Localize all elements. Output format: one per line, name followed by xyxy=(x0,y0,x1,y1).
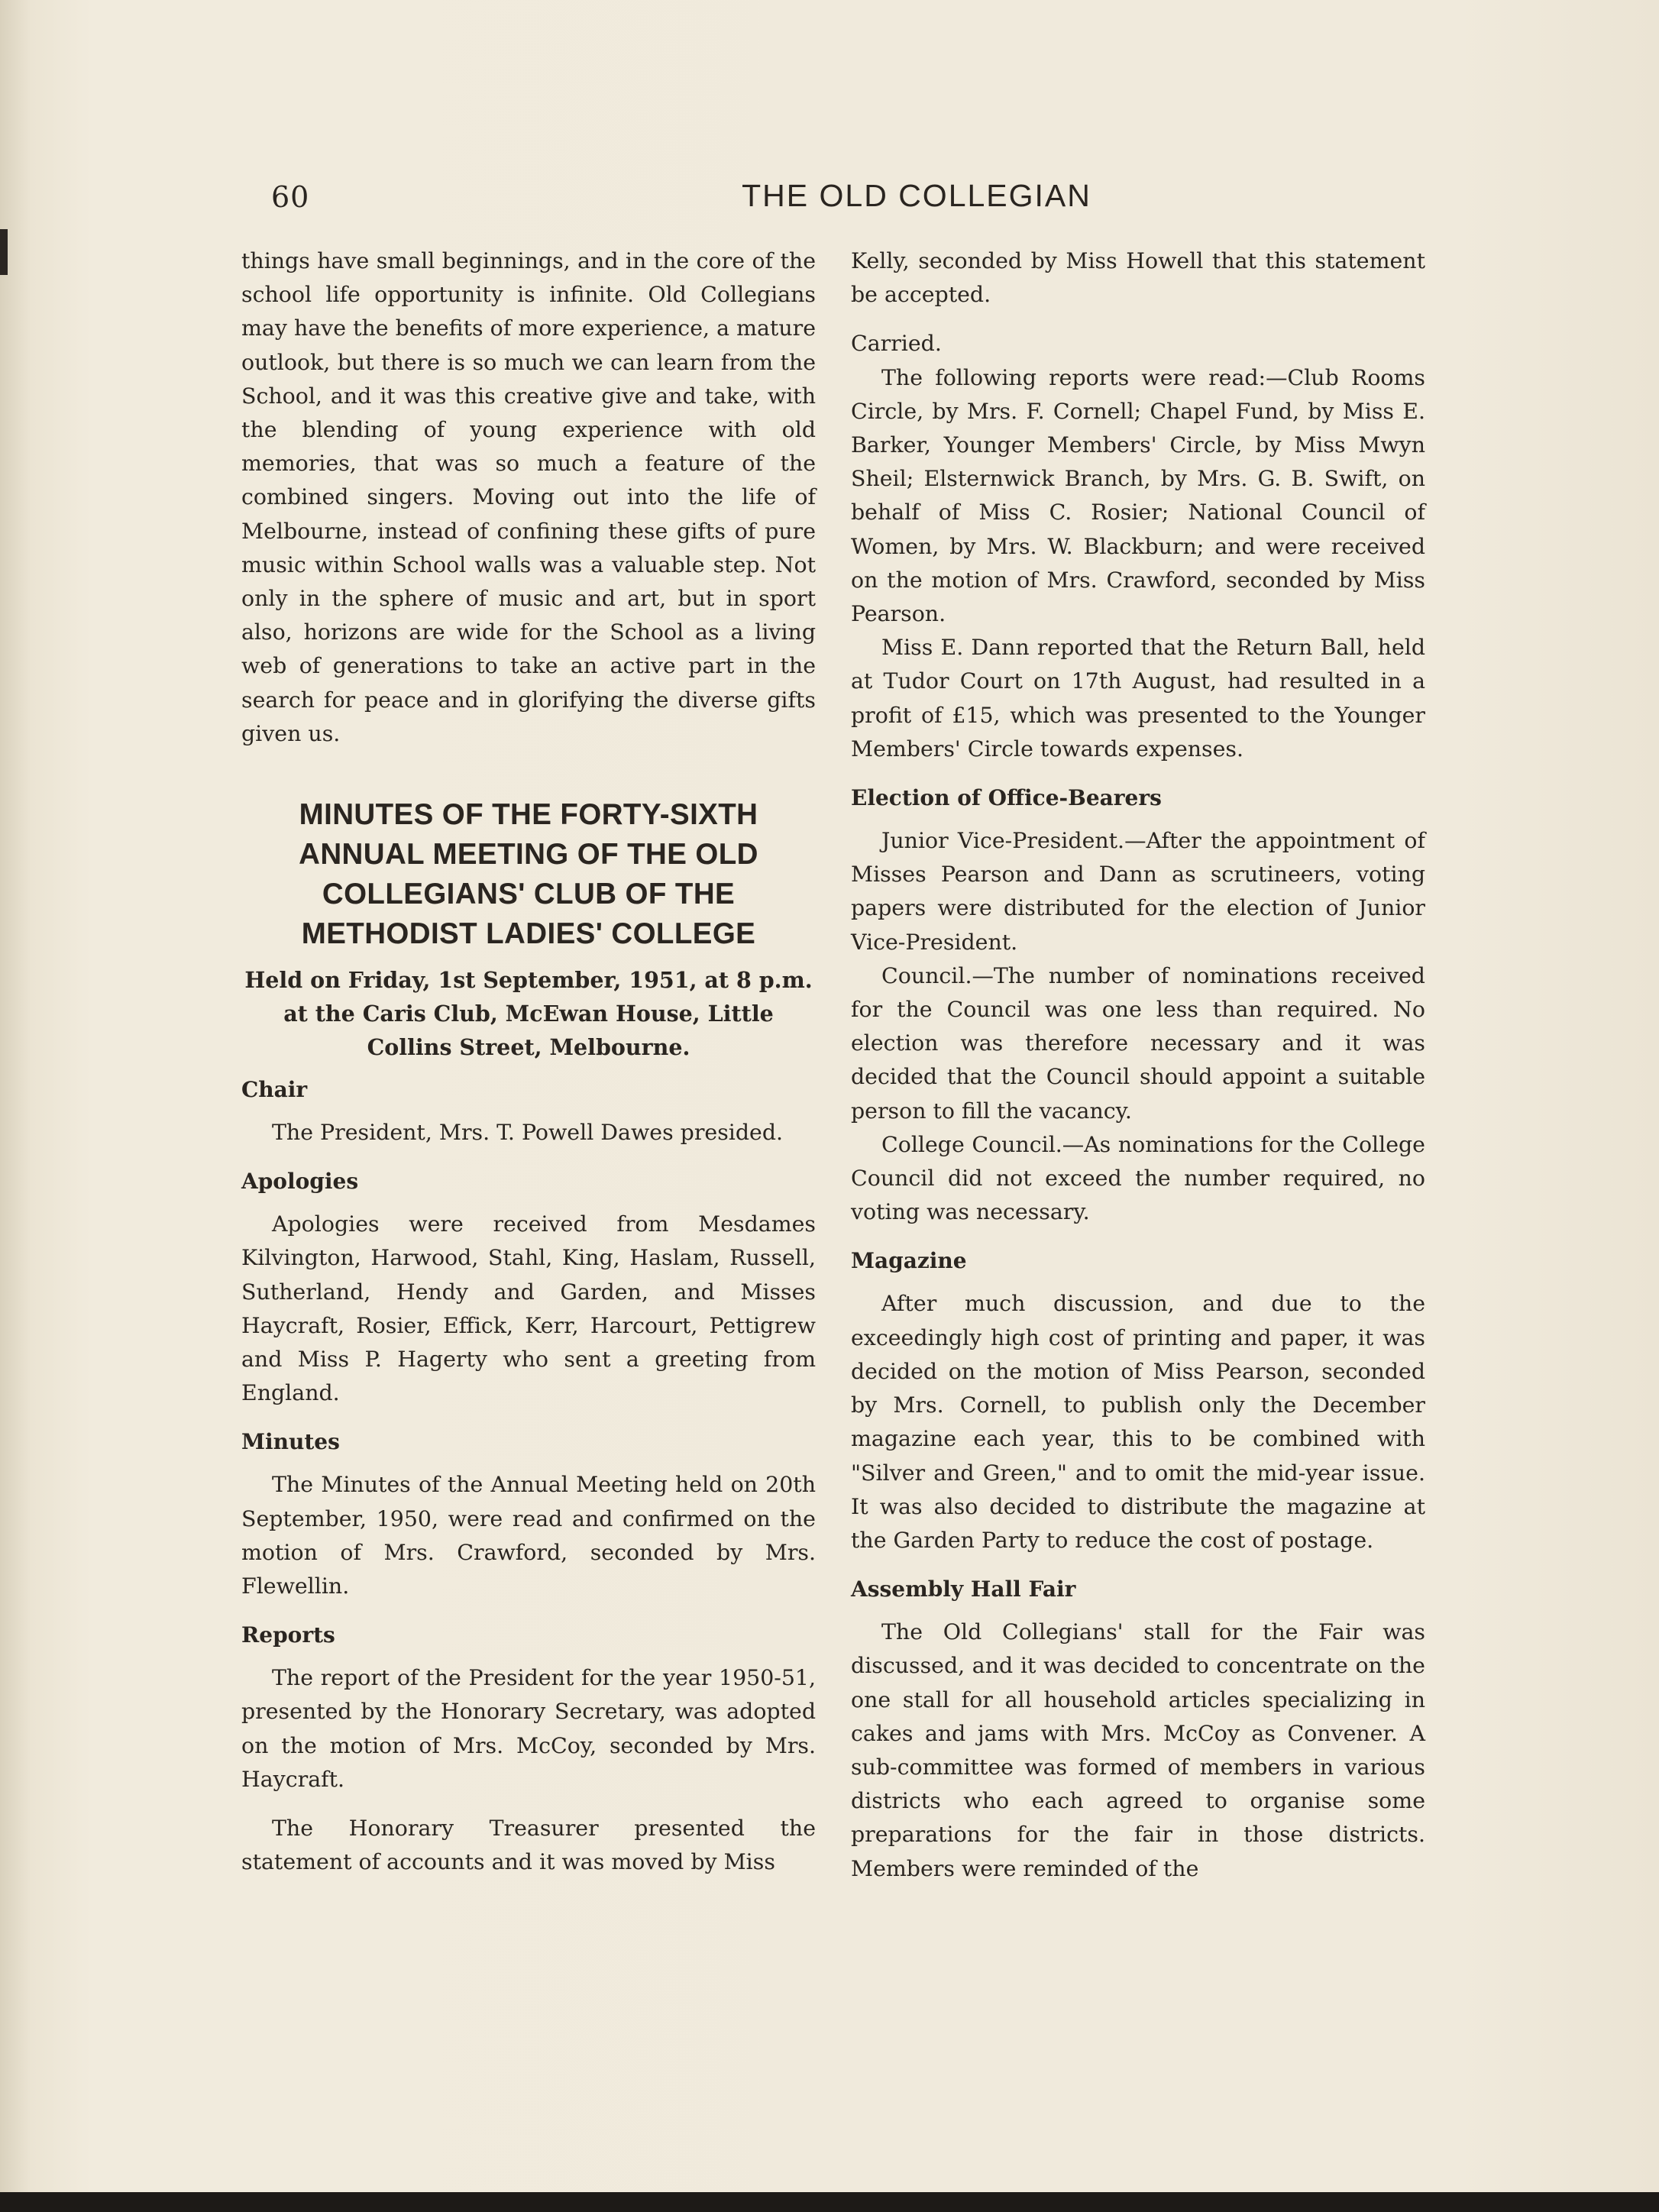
council-paragraph: Council.—The number of nominations received for the Council was one less than required. No election was therefore necessary and it was decided that the Council should appoint a suitable person to fill the vacancy. xyxy=(851,962,1425,1124)
return-ball-paragraph: Miss E. Dann reported that the Return Ball, held at Tudor Court on 17th August, had resulted in a profit of £15, which was presented to the Younger Members' Circle towards expenses. xyxy=(851,635,1425,762)
fair-paragraph: The Old Collegians' stall for the Fair was discussed, and it was decided to concentrate on the one stall for all household articles specializing in cakes and jams with Mrs. McCoy as Convener. A sub-committee was formed of members in various districts who each agreed to organise some preparations for the fair in those districts. Members were reminded of the xyxy=(851,1619,1425,1881)
left-column xyxy=(241,244,816,1880)
minutes-heading: MINUTES OF THE FORTY-SIXTH ANNUAL MEETING OF THE OLD COLLEGIANS' CLUB OF THE METHODIST LADIES' COLLEGE xyxy=(299,798,758,951)
section-chair-title: Chair xyxy=(241,1077,308,1103)
carried-line: Carried. xyxy=(851,331,942,357)
binding-edge xyxy=(0,229,8,275)
reports-paragraph-2: The Honorary Treasurer presented the statement of accounts and it was moved by Miss xyxy=(241,1816,816,1875)
section-apologies-title: Apologies xyxy=(241,1169,359,1195)
section-reports-title: Reports xyxy=(241,1622,335,1648)
chair-paragraph: The President, Mrs. T. Powell Dawes presided. xyxy=(272,1120,784,1146)
right-column xyxy=(851,244,1425,1886)
magazine-paragraph: After much discussion, and due to the exceedingly high cost of printing and paper, it was decided on the motion of Miss Pearson, seconded by Mrs. Cornell, to publish only the December magazine each year, this to be combined with "Silver and Green," and to omit the mid-year issue. It was also decided to distribute the magazine at the Garden Party to reduce the cost of postage. xyxy=(851,1291,1425,1553)
meeting-details: Held on Friday, 1st September, 1951, at 8 p.m. at the Caris Club, McEwan House, Little Collins Street, Melbourne. xyxy=(244,967,813,1061)
reports-paragraph-1: The report of the President for the year 1950-51, presented by the Honorary Secretary, was adopted on the motion of Mrs. McCoy, seconded by Mrs. Haycraft. xyxy=(241,1665,816,1792)
section-election-title: Election of Office-Bearers xyxy=(851,785,1162,811)
reports-read-paragraph: The following reports were read:—Club Rooms Circle, by Mrs. F. Cornell; Chapel Fund, by Miss E. Barker, Younger Members' Circle, by Miss Mwyn Sheil; Elsternwick Branch, by Mrs. G. B. Swift, on behalf of Miss C. Rosier; National Council of Women, by Mrs. W. Blackburn; and were received on the motion of Mrs. Crawford, seconded by Miss Pearson. xyxy=(851,364,1425,627)
section-minutes-title: Minutes xyxy=(241,1429,340,1455)
apologies-paragraph: Apologies were received from Mesdames Kilvington, Harwood, Stahl, King, Haslam, Russell, Sutherland, Hendy and Garden, and Misses Haycraft, Rosier, Effick, Kerr, Harcourt, Pettigrew and Miss P. Hagerty who sent a greeting from England. xyxy=(241,1211,816,1406)
section-magazine-title: Magazine xyxy=(851,1248,967,1274)
college-council-paragraph: College Council.—As nominations for the College Council did not exceed the number required, no voting was necessary. xyxy=(851,1131,1425,1225)
minutes-paragraph: The Minutes of the Annual Meeting held on 20th September, 1950, were read and confirmed on the motion of Mrs. Crawford, seconded by Mrs. Flewellin. xyxy=(241,1472,816,1599)
section-fair-title: Assembly Hall Fair xyxy=(851,1577,1076,1602)
intro-paragraph: things have small beginnings, and in the core of the school life opportunity is infinite. Old Collegians may have the benefits of more experience, a mature outlook, but there is so much we can learn from the School, and it was this creative give and take, with the blending of young experience with old memories, that was so much a feature of the combined singers. Moving out into the life of Melbourne, instead of confining these gifts of pure music within School walls was a valuable step. Not only in the sphere of music and art, but in sport also, horizons are wide for the School as a living web of generations to take an active part in the search for peace and in glorifying the diverse gifts given us. xyxy=(241,248,816,746)
running-title: THE OLD COLLEGIAN xyxy=(742,178,1091,213)
junior-vp-paragraph: Junior Vice-President.—After the appointment of Misses Pearson and Dann as scrutineers, voting papers were distributed for the election of Junior Vice-President. xyxy=(851,828,1425,955)
continuation-paragraph: Kelly, seconded by Miss Howell that this statement be accepted. xyxy=(851,248,1425,308)
scan-bottom-edge xyxy=(0,2192,1659,2212)
page-number: 60 xyxy=(271,180,310,214)
